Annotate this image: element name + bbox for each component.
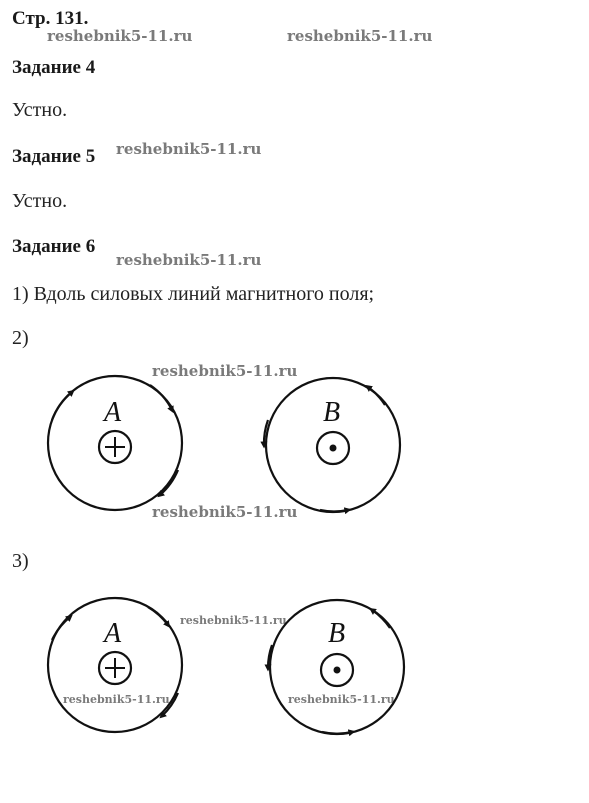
label-a: A bbox=[104, 397, 122, 428]
field-direction-arrow bbox=[322, 732, 352, 734]
watermark: reshebnik5-11.ru bbox=[47, 27, 193, 45]
field-direction-arrow bbox=[148, 607, 168, 625]
watermark: reshebnik5-11.ru bbox=[180, 614, 287, 627]
label-b: B bbox=[328, 618, 346, 649]
task5-answer: Устно. bbox=[12, 190, 68, 212]
figure2-circle-b bbox=[264, 378, 400, 512]
figure3-circle-a bbox=[48, 598, 182, 732]
watermark: reshebnik5-11.ru bbox=[288, 693, 395, 706]
watermark: reshebnik5-11.ru bbox=[116, 140, 262, 158]
field-direction-arrow bbox=[368, 387, 385, 405]
watermark: reshebnik5-11.ru bbox=[152, 362, 298, 380]
label-a: A bbox=[104, 618, 122, 649]
field-direction-arrow bbox=[320, 510, 348, 511]
field-direction-arrow bbox=[52, 392, 72, 420]
task4-answer: Устно. bbox=[12, 99, 68, 121]
field-direction-arrow bbox=[372, 610, 390, 628]
task4-title: Задание 4 bbox=[12, 57, 96, 78]
watermark: reshebnik5-11.ru bbox=[63, 693, 170, 706]
watermark: reshebnik5-11.ru bbox=[116, 251, 262, 269]
task6-item1: 1) Вдоль силовых линий магнитного поля; bbox=[12, 283, 375, 305]
page-header: Стр. 131. bbox=[12, 8, 89, 29]
task5-title: Задание 5 bbox=[12, 146, 96, 167]
task6-item2-marker: 2) bbox=[12, 327, 29, 349]
task6-item3-marker: 3) bbox=[12, 550, 29, 572]
watermark: reshebnik5-11.ru bbox=[287, 27, 433, 45]
figure2-circle-a bbox=[48, 376, 182, 510]
figure3-circle-b bbox=[268, 600, 404, 734]
field-direction-arrow bbox=[52, 617, 70, 640]
task6-title: Задание 6 bbox=[12, 236, 96, 257]
field-direction-arrow bbox=[150, 385, 172, 410]
label-b: B bbox=[323, 397, 341, 428]
watermark: reshebnik5-11.ru bbox=[152, 503, 298, 521]
